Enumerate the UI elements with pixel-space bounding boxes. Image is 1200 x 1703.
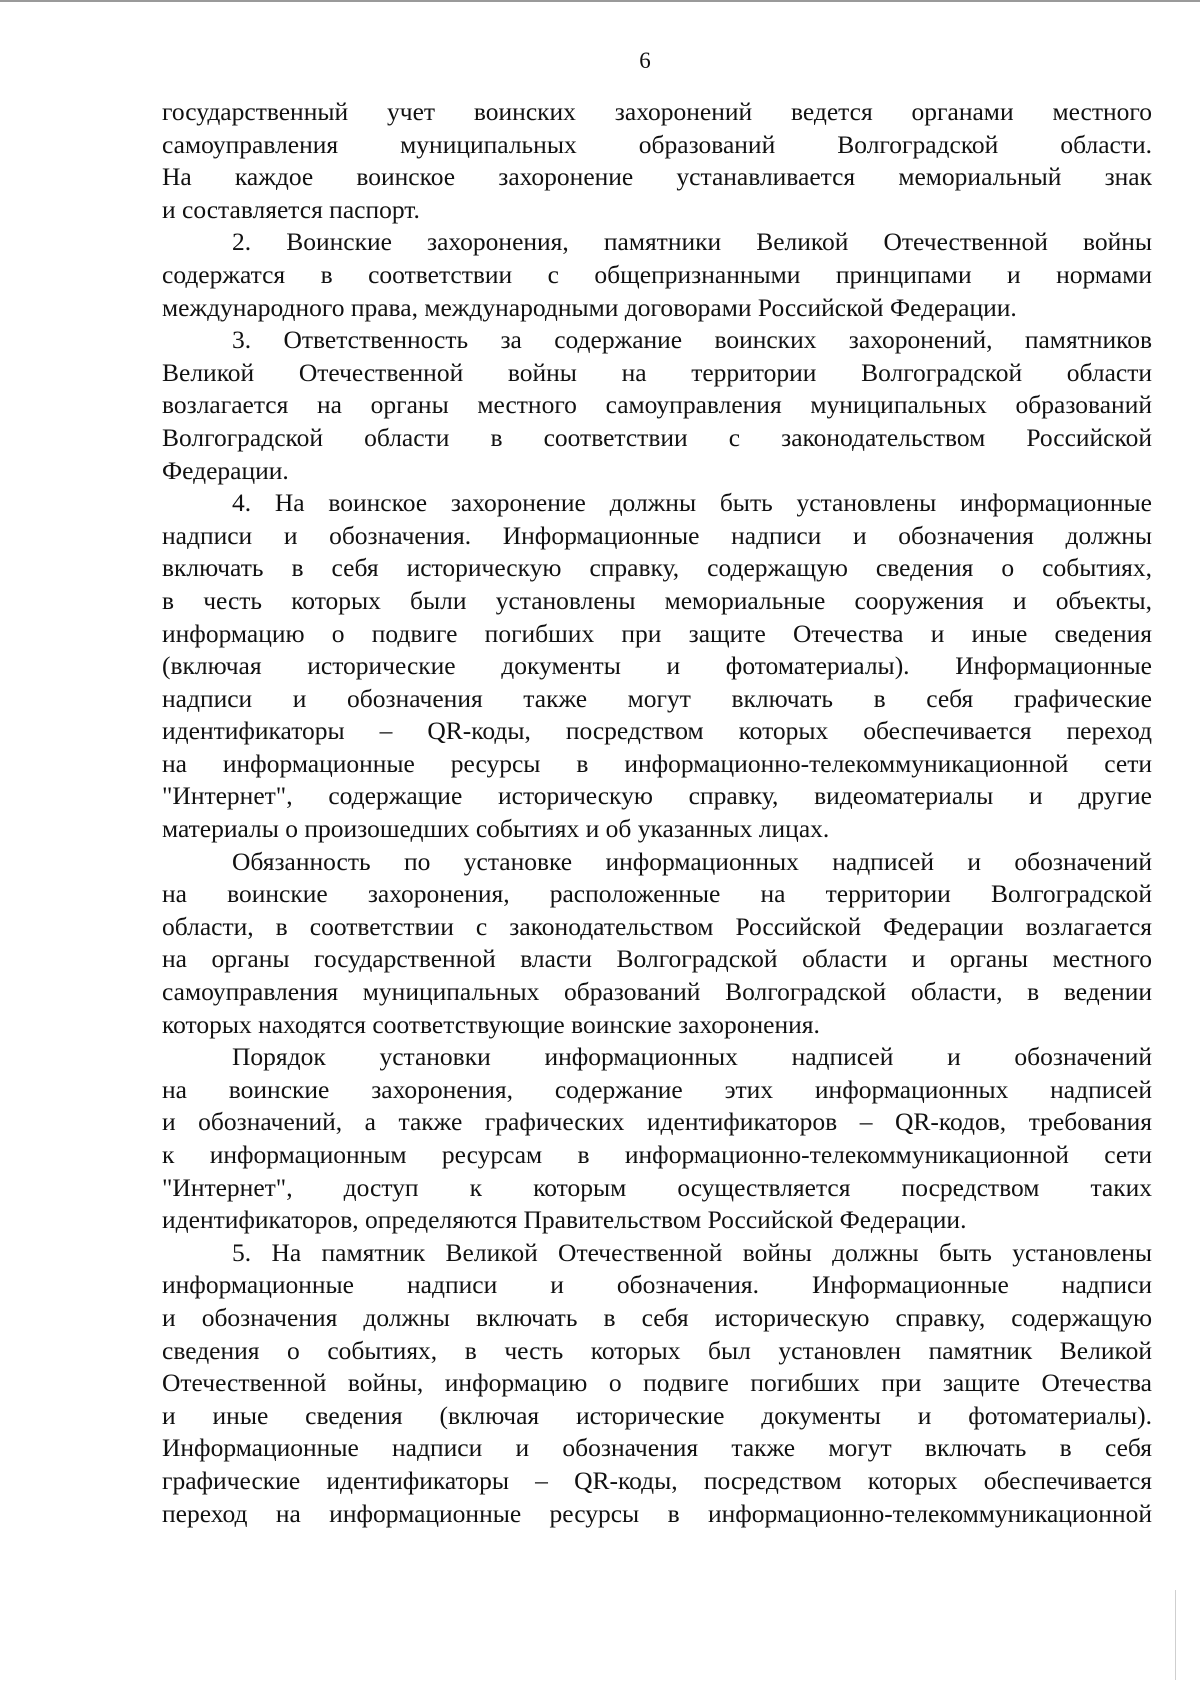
text-line: 4. На воинское захоронение должны быть установлены информационные bbox=[232, 488, 1152, 518]
text-line: материалы о произошедших событиях и об указанных лицах. bbox=[162, 814, 830, 844]
text-line: (включая исторические документы и фотоматериалы). Информационные bbox=[162, 651, 1152, 681]
text-line: информацию о подвиге погибших при защите Отечества и иные сведения bbox=[162, 618, 1152, 648]
text-line: сведения о событиях, в честь которых был установлен памятник Великой bbox=[162, 1335, 1152, 1365]
text-line: 3. Ответственность за содержание воинских захоронений, памятников bbox=[232, 325, 1152, 355]
text-line: на информационные ресурсы в информационно-телекоммуникационной сети bbox=[162, 748, 1152, 778]
text-line: и иные сведения (включая исторические документы и фотоматериалы). bbox=[162, 1400, 1152, 1430]
text-line: идентификаторов, определяются Правительством Российской Федерации. bbox=[162, 1205, 967, 1235]
text-line: графические идентификаторы – QR-коды, посредством которых обеспечивается bbox=[162, 1465, 1152, 1495]
text-line: международного права, международными договорами Российской Федерации. bbox=[162, 292, 1017, 322]
text-line: к информационным ресурсам в информационно-телекоммуникационной сети bbox=[162, 1140, 1152, 1169]
text-line: и составляется паспорт. bbox=[162, 194, 420, 224]
text-line: на воинские захоронения, расположенные на территории Волгоградской bbox=[162, 879, 1152, 909]
text-line: на воинские захоронения, содержание этих информационных надписей bbox=[162, 1074, 1152, 1104]
scan-margin-mark bbox=[1175, 1590, 1176, 1680]
text-line: надписи и обозначения также могут включать в себя графические bbox=[162, 683, 1152, 713]
text-line: "Интернет", содержащие историческую справку, видеоматериалы и другие bbox=[162, 781, 1152, 811]
text-line: области, в соответствии с законодательством Российской Федерации возлагается bbox=[162, 911, 1152, 941]
text-line: возлагается на органы местного самоуправления муниципальных образований bbox=[162, 390, 1152, 420]
text-line: государственный учет воинских захоронений ведется органами местного bbox=[162, 97, 1152, 126]
text-line: На каждое воинское захоронение устанавливается мемориальный знак bbox=[162, 162, 1152, 192]
text-line: содержатся в соответствии с общепризнанными принципами и нормами bbox=[162, 259, 1152, 289]
text-line: 2. Воинские захоронения, памятники Великой Отечественной войны bbox=[232, 227, 1152, 257]
text-line: информационные надписи и обозначения. Информационные надписи bbox=[162, 1270, 1152, 1300]
page-number: 6 bbox=[639, 48, 651, 73]
text-line: Волгоградской области в соответствии с законодательством Российской bbox=[162, 422, 1152, 452]
scan-top-edge bbox=[0, 0, 1200, 2]
text-line: надписи и обозначения. Информационные надписи и обозначения должны bbox=[162, 520, 1152, 550]
text-line: "Интернет", доступ к которым осуществляется посредством таких bbox=[162, 1172, 1152, 1202]
text-line: Федерации. bbox=[162, 455, 289, 485]
text-line: самоуправления муниципальных образований Волгоградской области. bbox=[162, 129, 1152, 159]
text-line: и обозначения должны включать в себя историческую справку, содержащую bbox=[162, 1302, 1152, 1332]
text-line: 5. На памятник Великой Отечественной войны должны быть установлены bbox=[232, 1237, 1152, 1267]
text-line: и обозначений, а также графических идентификаторов – QR-кодов, требования bbox=[162, 1107, 1152, 1137]
text-line: самоуправления муниципальных образований Волгоградской области, в ведении bbox=[162, 977, 1152, 1007]
text-line: которых находятся соответствующие воинские захоронения. bbox=[162, 1009, 820, 1039]
text-line: Великой Отечественной войны на территории Волгоградской области bbox=[162, 357, 1152, 387]
text-line: переход на информационные ресурсы в информационно-телекоммуникационной bbox=[162, 1498, 1152, 1528]
text-line: Информационные надписи и обозначения также могут включать в себя bbox=[162, 1433, 1152, 1463]
document-body bbox=[162, 96, 1152, 1530]
text-line: Порядок установки информационных надписей и обозначений bbox=[232, 1042, 1152, 1072]
text-line: включать в себя историческую справку, содержащую сведения о событиях, bbox=[162, 553, 1152, 583]
text-line: Обязанность по установке информационных надписей и обозначений bbox=[232, 846, 1152, 876]
text-line: идентификаторы – QR-коды, посредством которых обеспечивается переход bbox=[162, 716, 1152, 746]
text-line: в честь которых были установлены мемориальные сооружения и объекты, bbox=[162, 585, 1152, 615]
text-line: Отечественной войны, информацию о подвиге погибших при защите Отечества bbox=[162, 1368, 1152, 1398]
text-line: на органы государственной власти Волгоградской области и органы местного bbox=[162, 944, 1152, 974]
